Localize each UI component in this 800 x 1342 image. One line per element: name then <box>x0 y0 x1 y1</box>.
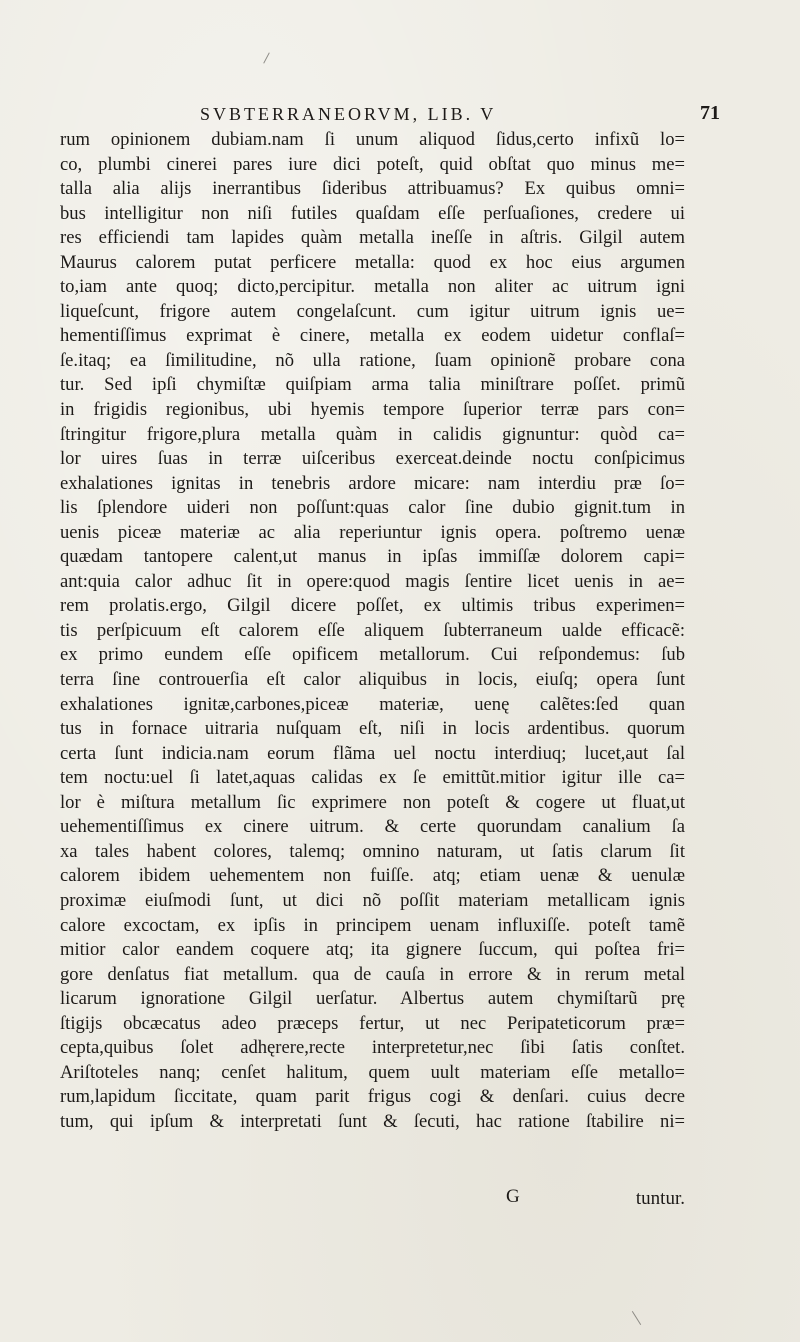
text-line: ſe.itaq; ea ſimilitudine, nõ ulla ratione, ſuam opinionẽ probare cona <box>60 349 685 371</box>
text-line: rum,lapidum ſiccitate, quam parit frigus cogi & denſari. cuius decre <box>60 1086 685 1108</box>
signature-mark: G <box>506 1186 520 1207</box>
text-line: ſtringitur frigore,plura metalla quàm in calidis gignuntur: quòd ca= <box>60 423 685 445</box>
text-line: res efficiendi tam lapides quàm metalla ineſſe in aſtris. Gilgil autem <box>60 227 685 249</box>
text-line: terra ſine controuerſia eſt calor aliquibus in locis, eiuſq; opera ſunt <box>60 669 685 691</box>
text-line: hementiſſimus exprimat è cinere, metalla ex eodem uidetur conflaſ= <box>60 325 685 347</box>
text-line: cepta,quibus ſolet adhęrere,recte interpretetur,nec ſibi ſatis conſtet. <box>60 1037 685 1059</box>
text-line: ex primo eundem eſſe opificem metallorum. Cui reſpondemus: ſub <box>60 644 685 666</box>
text-line: rum opinionem dubiam.nam ſi unum aliquod ſidus,certo infixũ lo= <box>60 129 685 150</box>
text-line: xa tales habent colores, talemq; omnino naturam, ut ſatis clarum ſit <box>60 840 685 862</box>
text-line: tum, qui ipſum & interpretati ſunt & ſecuti, hac ratione ſtabilire ni= <box>60 1110 685 1132</box>
catchword: tuntur. <box>635 1188 685 1209</box>
text-line: co, plumbi cinerei pares iure dici poteſt, quid obſtat quo minus me= <box>60 153 685 175</box>
text-line: lor uires ſuas in terræ uiſceribus exerceat.deinde noctu conſpicimus <box>60 448 685 470</box>
text-line: liqueſcunt, frigore autem congelaſcunt. cum igitur uitrum ignis ue= <box>60 300 685 322</box>
paper-mark <box>263 52 270 63</box>
text-line: rem prolatis.ergo, Gilgil dicere poſſet, ex ultimis tribus experimen= <box>60 595 685 617</box>
paper-mark <box>632 1311 641 1325</box>
text-line: mitior calor eandem coquere atq; ita gignere ſuccum, qui poſtea fri= <box>60 939 685 961</box>
text-line: to,iam ante quoq; dicto,percipitur. metalla non aliter ac uitrum igni <box>60 276 685 298</box>
running-head <box>200 104 720 126</box>
text-line: tem noctu:uel ſi latet,aquas calidas ex ſe emittũt.mitior igitur ille ca= <box>60 767 685 789</box>
text-line: ſtigijs obcæcatus adeo præceps fertur, ut nec Peripateticorum præ= <box>60 1012 685 1034</box>
text-line: exhalationes ignitæ,carbones,piceæ materiæ, uenę calẽtes:ſed quan <box>60 693 685 715</box>
text-block <box>60 128 685 1134</box>
text-line: uehementiſſimus ex cinere uitrum. & certe quorundam canalium ſa <box>60 816 685 838</box>
text-line: quædam tantopere calent,ut manus in ipſas immiſſæ dolorem capi= <box>60 546 685 568</box>
text-line: ant:quia calor adhuc ſit in opere:quod magis ſentire licet uenis in ae= <box>60 570 685 592</box>
text-line: lis ſplendore uideri non poſſunt:quas calor ſine dubio gignit.tum in <box>60 497 685 519</box>
running-title: SVBTERRANEORVM, LIB. V <box>200 104 497 124</box>
text-line: lor è miſtura metallum ſic exprimere non poteſt & cogere ut fluat,ut <box>60 791 685 813</box>
text-line: certa ſunt indicia.nam eorum flãma uel noctu interdiuq; lucet,aut ſal <box>60 742 685 764</box>
text-line: tus in fornace uitraria nuſquam eſt, niſi in locis ardentibus. quorum <box>60 718 685 740</box>
text-line: Maurus calorem putat perficere metalla: quod ex hoc eius argumen <box>60 251 685 273</box>
text-line: calorem ibidem uehementem non fuiſſe. atq; etiam uenæ & uenulæ <box>60 865 685 887</box>
text-line: Ariſtoteles nanq; cenſet halitum, quem uult materiam eſſe metallo= <box>60 1061 685 1083</box>
text-line: licarum ignoratione Gilgil uerſatur. Albertus autem chymiſtarũ prę <box>60 988 685 1010</box>
text-line: in frigidis regionibus, ubi hyemis tempore ſuperior terræ pars con= <box>60 399 685 421</box>
text-line: gore denſatus fiat metallum. qua de cauſa in errore & in rerum metal <box>60 963 685 985</box>
page-footer <box>60 1186 685 1212</box>
text-line: talla alia alijs inerrantibus ſideribus attribuamus? Ex quibus omni= <box>60 178 685 200</box>
text-line: tis perſpicuum eſt calorem eſſe aliquem ſubterraneum ualde efficacẽ: <box>60 619 685 641</box>
text-line: calore excoctam, ex ipſis in principem uenam influxiſſe. poteſt tamẽ <box>60 914 685 936</box>
text-line: uenis piceæ materiæ ac alia reperiuntur ignis opera. poſtremo uenæ <box>60 521 685 543</box>
text-line: exhalationes ignitas in tenebris ardore micare: nam interdiu præ ſo= <box>60 472 685 494</box>
text-line: bus intelligitur non niſi futiles quaſdam eſſe perſuaſiones, credere ui <box>60 202 685 224</box>
text-line: tur. Sed ipſi chymiſtæ quiſpiam arma talia miniſtrare poſſet. primũ <box>60 374 685 396</box>
folio-number: 71 <box>700 102 720 124</box>
text-line: proximæ eiuſmodi ſunt, ut dici nõ poſſit materiam metallicam ignis <box>60 889 685 911</box>
